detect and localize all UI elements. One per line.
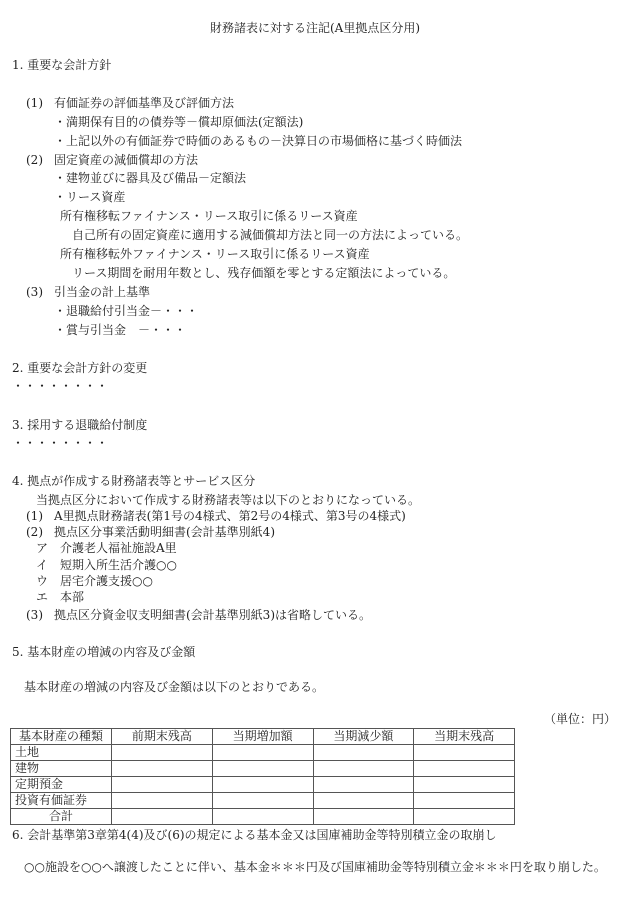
sub-item-number: ア [36,541,49,555]
sub-item-text: 居宅介護支援○○ [60,574,153,588]
cell [414,761,515,777]
item-label: 引当金の計上基準 [54,285,151,299]
lease-type: 所有権移転外ファイナンス・リース取引に係るリース資産 [60,247,370,261]
cell [313,809,414,825]
cell [313,793,414,809]
cell [414,777,515,793]
table-row [11,793,515,809]
cell [414,809,515,825]
item-label: 有価証券の評価基準及び評価方法 [54,96,235,110]
cell [313,761,414,777]
bullet-item: ・リース資産 [54,190,126,204]
column-header: 当期減少額 [313,729,414,745]
cell [212,793,313,809]
sub-item-number: イ [36,558,49,572]
section-5-heading: 5. 基本財産の増減の内容及び金額 [12,645,196,659]
column-header: 基本財産の種類 [11,729,112,745]
lease-type: 所有権移転ファイナンス・リース取引に係るリース資産 [60,209,358,223]
column-header: 当期末残高 [414,729,515,745]
item-text: 拠点区分事業活動明細書(会計基準別紙4) [54,525,275,539]
item-text: A里拠点財務諸表(第1号の4様式、第2号の4様式、第3号の4様式) [54,509,406,523]
column-header: 前期末残高 [112,729,213,745]
row-label: 定期預金 [11,777,112,793]
bullet-item: ・満期保有目的の債券等－償却原価法(定額法) [54,115,304,129]
item-text: 拠点区分資金収支明細書(会計基準別紙3)は省略している。 [54,608,372,622]
cell [313,777,414,793]
cell [212,761,313,777]
table-header-row [11,729,515,745]
cell [112,745,213,761]
row-label: 投資有価証券 [11,793,112,809]
section-5-intro: 基本財産の増減の内容及び金額は以下のとおりである。 [24,680,325,694]
cell [212,809,313,825]
total-label: 合計 [11,809,112,825]
item-number: (3) [26,285,43,299]
lease-description: リース期間を耐用年数とし、残存価額を零とする定額法によっている。 [72,266,456,280]
basic-property-table [10,728,515,825]
cell [112,809,213,825]
section-6-body: ○○施設を○○へ譲渡したことに伴い、基本金＊＊＊円及び国庫補助金等特別積立金＊＊＊円を取り崩した。 [24,860,606,874]
sub-item-text: 介護老人福祉施設A里 [60,541,177,555]
cell [313,745,414,761]
section-2-body: ・・・・・・・・ [12,379,109,393]
cell [212,777,313,793]
item-number: (1) [26,509,43,523]
table-row [11,777,515,793]
bullet-item: ・上記以外の有価証券で時価のあるもの－決算日の市場価格に基づく時価法 [54,134,463,148]
item-number: (1) [26,96,43,110]
cell [414,745,515,761]
item-number: (3) [26,608,43,622]
cell [212,745,313,761]
section-4-intro: 当拠点区分において作成する財務諸表等は以下のとおりになっている。 [36,493,421,507]
section-3-body: ・・・・・・・・ [12,436,109,450]
table-row [11,745,515,761]
sub-item-number: エ [36,590,49,604]
sub-item-text: 本部 [60,590,85,604]
cell [112,777,213,793]
item-number: (2) [26,153,43,167]
bullet-item: ・賞与引当金 －・・・ [54,323,187,337]
cell [112,793,213,809]
row-label: 土地 [11,745,112,761]
bullet-item: ・退職給付引当金－・・・ [54,304,199,318]
item-number: (2) [26,525,43,539]
unit-label: （単位：円） [543,712,616,726]
cell [414,793,515,809]
section-4-heading: 4. 拠点が作成する財務諸表等とサービス区分 [12,474,256,488]
table-total-row [11,809,515,825]
section-3-heading: 3. 採用する退職給付制度 [12,418,148,432]
table-row [11,761,515,777]
section-1-heading: 1. 重要な会計方針 [12,58,112,72]
bullet-item: ・建物並びに器具及び備品－定額法 [54,171,247,185]
sub-item-number: ウ [36,574,49,588]
sub-item-text: 短期入所生活介護○○ [60,558,177,572]
section-6-heading: 6. 会計基準第3章第4(4)及び(6)の規定による基本金又は国庫補助金等特別積立金の取崩し [12,828,497,842]
row-label: 建物 [11,761,112,777]
column-header: 当期増加額 [212,729,313,745]
item-label: 固定資産の減価償却の方法 [54,153,199,167]
document-title: 財務諸表に対する注記(A里拠点区分用) [209,21,421,35]
section-2-heading: 2. 重要な会計方針の変更 [12,361,148,375]
cell [112,761,213,777]
lease-description: 自己所有の固定資産に適用する減価償却方法と同一の方法によっている。 [72,228,469,242]
